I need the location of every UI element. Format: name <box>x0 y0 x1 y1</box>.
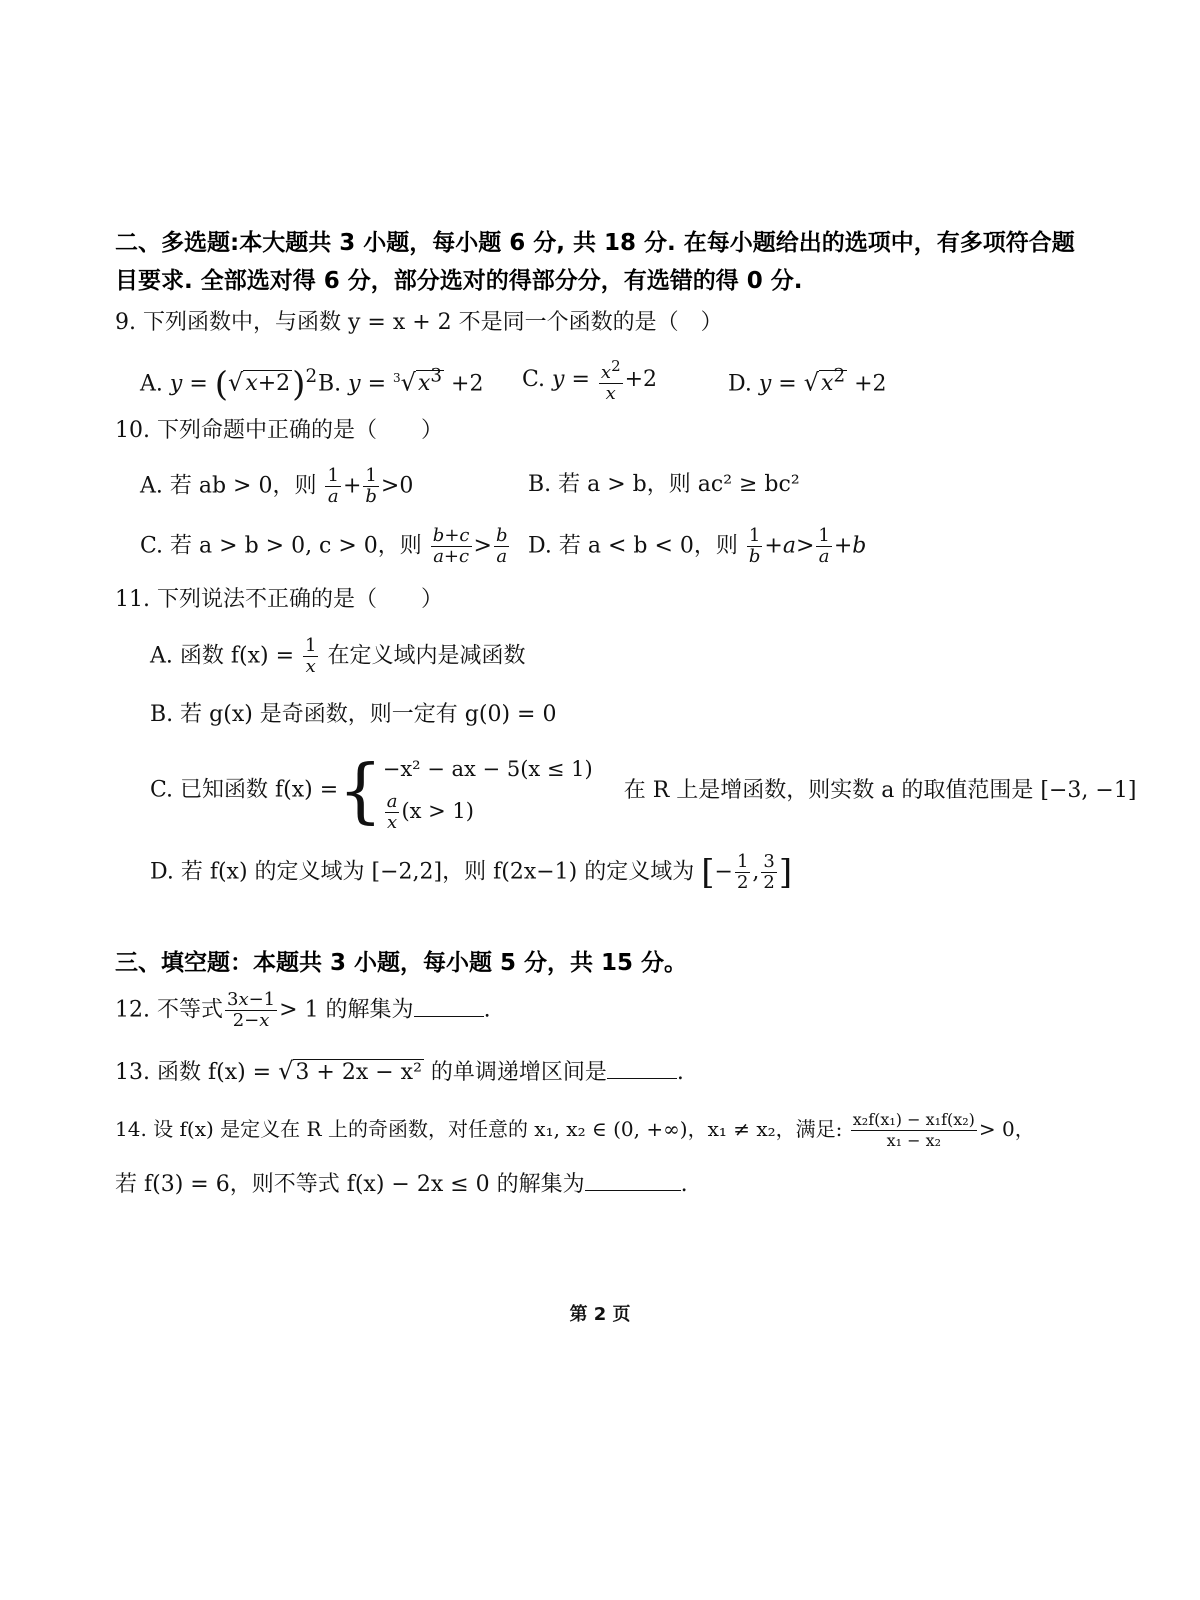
question-9-stem: 9. 下列函数中，与函数 y = x + 2 不是同一个函数的是（ ） <box>115 310 723 335</box>
q14-suffix: > 0， <box>978 1117 1035 1141</box>
answer-blank[interactable] <box>414 996 484 1017</box>
q12-suffix: > 1 的解集为 <box>279 997 414 1023</box>
section-2-heading-line2: 目要求. 全部选对得 6 分，部分选对的得部分分，有选错的得 0 分. <box>115 268 803 294</box>
option-label: C. <box>522 367 546 392</box>
q11-c-suffix: 在 R 上是增函数，则实数 a 的取值范围是 [−3, −1] <box>623 777 1137 803</box>
section-2-heading-line1: 二、多选题:本大题共 3 小题，每小题 6 分, 共 18 分. 在每小题给出的选项中，有多项符合题 <box>115 230 1075 256</box>
question-14-line1 <box>115 1110 1095 1151</box>
question-10-stem: 10. 下列命题中正确的是（ ） <box>115 418 443 443</box>
q13-radicand: 3 + 2x − x² <box>295 1060 422 1085</box>
q11-option-d: D. 若 f(x) 的定义域为 [−2,2]，则 f(2x−1) 的定义域为 [− $\frac{1}{2}$ , $\frac{3}{2}$ ] <box>150 851 793 893</box>
question-13: 13. 函数 f(x) = √3 + 2x − x² 的单调递增区间是 . <box>115 1057 684 1085</box>
piece-1: −x² − ax − 5(x ≤ 1) <box>382 757 593 781</box>
q10-a-text: A. 若 ab > 0，则 <box>140 473 317 499</box>
q11-a-text: A. 函数 f(x) = <box>150 643 295 669</box>
q10-c-text: C. 若 a > b > 0, c > 0，则 <box>140 533 422 559</box>
piece-2: (x > 1) <box>401 799 474 823</box>
q11-option-a: A. 函数 f(x) = $\frac{1}{x}$ 在定义域内是减函数 <box>150 635 526 677</box>
page-number: 第 2 页 <box>569 1304 631 1325</box>
q14-text: 14. 设 f(x) 是定义在 R 上的奇函数，对任意的 x₁, x₂ ∈ (0, +∞)，x₁ ≠ x₂，满足: <box>115 1117 843 1141</box>
option-label: A. <box>140 371 163 397</box>
question-14-line2: 若 f(3) = 6，则不等式 f(x) − 2x ≤ 0 的解集为 . <box>115 1172 688 1197</box>
option-label: B. <box>318 371 342 397</box>
question-11-stem: 11. 下列说法不正确的是（ ） <box>115 587 443 612</box>
q11-d-text: D. 若 f(x) 的定义域为 [−2,2]，则 f(2x−1) 的定义域为 <box>150 859 695 885</box>
q12-text: 12. 不等式 <box>115 997 223 1023</box>
option-label: D. <box>728 371 752 397</box>
q11-c-text: C. 已知函数 f(x) = <box>150 777 339 803</box>
q10-option-d: D. 若 a < b < 0，则 $\frac{1}{b}$ +a> $\frac{1}{a}$ +b <box>528 525 867 567</box>
q11-option-c <box>150 748 1136 833</box>
answer-blank[interactable] <box>607 1058 677 1079</box>
q10-option-c: C. 若 a > b > 0, c > 0，则 $\frac{b+c}{a+c}$ > $\frac{b}{a}$ <box>140 525 508 567</box>
q11-a-suffix: 在定义域内是减函数 <box>327 643 526 669</box>
q13-text: 13. 函数 f(x) = <box>115 1060 272 1085</box>
q9-option-d: D. $y = √x^2 +2$ <box>728 366 887 397</box>
q14-line2-text: 若 f(3) = 6，则不等式 f(x) − 2x ≤ 0 的解集为 <box>115 1172 585 1197</box>
section-3-heading: 三、填空题：本题共 3 小题，每小题 5 分，共 15 分。 <box>115 950 688 976</box>
q10-option-b: B. 若 a > b，则 ac² ≥ bc² <box>528 472 800 497</box>
q14-frac-num: x₂f(x₁) − x₁f(x₂) <box>852 1110 975 1129</box>
q10-option-a: A. 若 ab > 0，则 $\frac{1}{a}$ + $\frac{1}{b}$ >0 <box>140 465 414 507</box>
q9-option-a: A. $y = (√x+2)^2$ <box>140 364 318 405</box>
question-12: 12. 不等式 $\frac{3x-1}{2-x}$ > 1 的解集为 . <box>115 989 491 1031</box>
piecewise-function: −x² − ax − 5(x ≤ 1) $\frac{a}{x}$ (x > 1) <box>383 748 593 833</box>
answer-blank[interactable] <box>585 1170 681 1191</box>
q9-option-b: B. $y = ^3√x^3 +2$ <box>318 366 484 397</box>
q13-suffix: 的单调递增区间是 <box>430 1060 607 1085</box>
q9-option-c: C. y = $\frac{x^2}{x}$ +2 <box>522 357 658 404</box>
q11-option-b: B. 若 g(x) 是奇函数，则一定有 g(0) = 0 <box>150 702 557 727</box>
q10-d-text: D. 若 a < b < 0，则 <box>528 533 738 559</box>
q14-frac-den: x₁ − x₂ <box>886 1131 942 1150</box>
piecewise-brace: { <box>338 749 383 832</box>
